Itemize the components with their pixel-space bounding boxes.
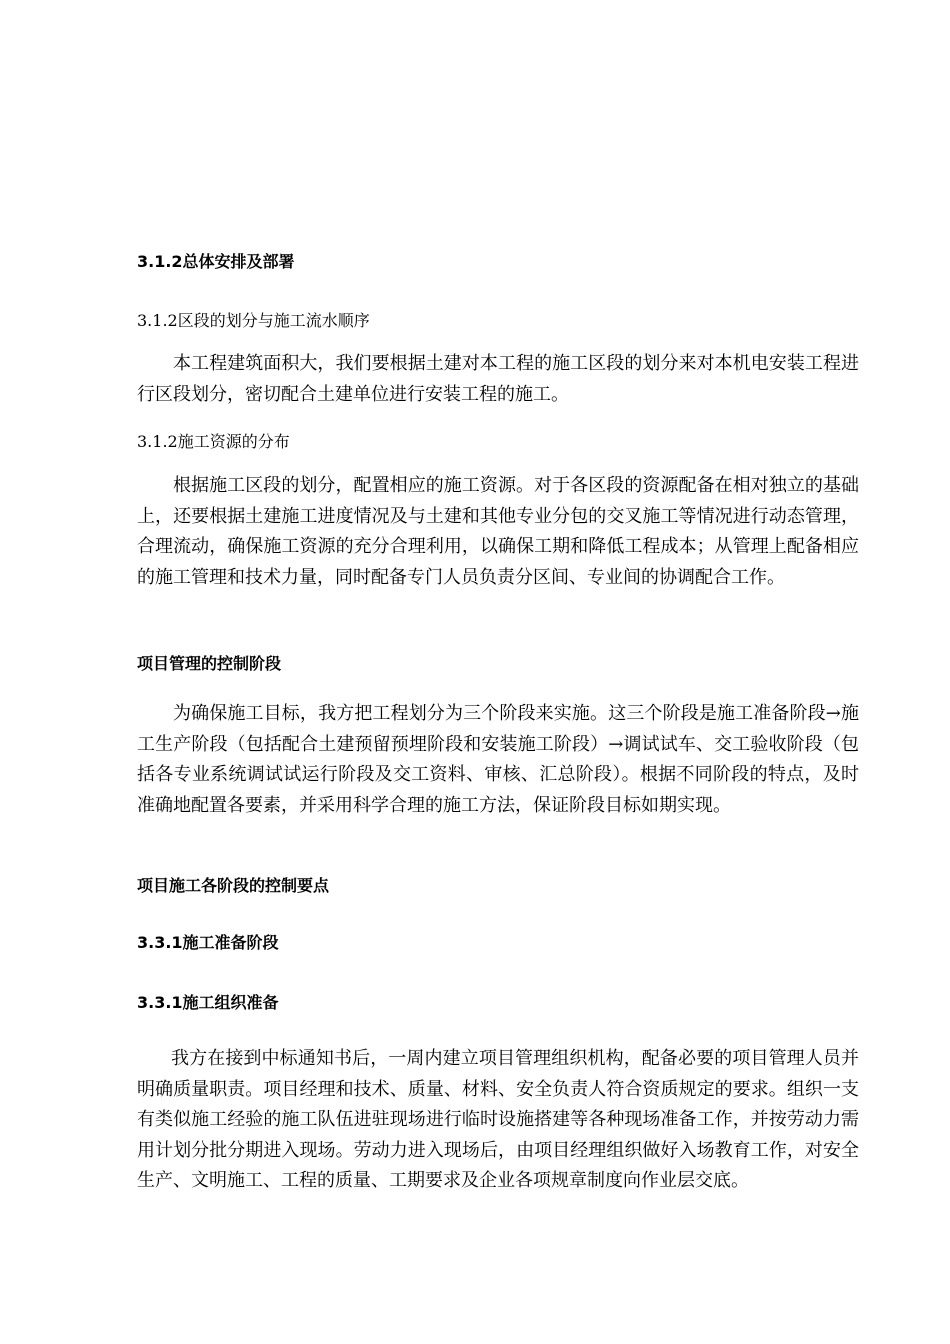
- paragraph-control-stages: 为确保施工目标，我方把工程划分为三个阶段来实施。这三个阶段是施工准备阶段→施工生产阶段（包括配合土建预留预埋阶段和安装施工阶段）→调试试车、交工验收阶段（包括各专业系统调试试运行阶段及交工资料、审核、汇总阶段）。根据不同阶段的特点，及时准确地配置各要素，并采用科学合理的施工方法，保证阶段目标如期实现。: [137, 703, 859, 816]
- subsection-resource-distribution: 3.1.2施工资源的分布: [137, 432, 290, 451]
- section-heading-control-stages: 项目管理的控制阶段: [137, 654, 282, 673]
- section-heading-organization-preparation: 3.3.1施工组织准备: [137, 993, 279, 1012]
- paragraph-resource-distribution: 根据施工区段的划分，配置相应的施工资源。对于各区段的资源配备在相对独立的基础上，还要根据土建施工进度情况及与土建和其他专业分包的交叉施工等情况进行动态管理，合理流动，确保施工资源的充分合理利用，以确保工期和降低工程成本；从管理上配备相应的施工管理和技术力量，同时配备专门人员负责分区间、专业间的协调配合工作。: [137, 475, 859, 588]
- paragraph-organization-preparation: 我方在接到中标通知书后，一周内建立项目管理组织机构，配备必要的项目管理人员并明确质量职责。项目经理和技术、质量、材料、安全负责人符合资质规定的要求。组织一支有类似施工经验的施工队伍进驻现场进行临时设施搭建等各种现场准备工作，并按劳动力需用计划分批分期进入现场。劳动力进入现场后，由项目经理组织做好入场教育工作，对安全生产、文明施工、工程的质量、工期要求及企业各项规章制度向作业层交底。: [137, 1048, 859, 1191]
- section-heading-overall-arrangement: 3.1.2总体安排及部署: [137, 252, 295, 271]
- paragraph-zone-division: 本工程建筑面积大，我们要根据土建对本工程的施工区段的划分来对本机电安装工程进行区段划分，密切配合土建单位进行安装工程的施工。: [137, 353, 859, 405]
- subsection-zone-division: 3.1.2区段的划分与施工流水顺序: [137, 311, 370, 330]
- section-heading-stage-control-points: 项目施工各阶段的控制要点: [137, 876, 330, 895]
- section-heading-preparation-stage: 3.3.1施工准备阶段: [137, 933, 279, 952]
